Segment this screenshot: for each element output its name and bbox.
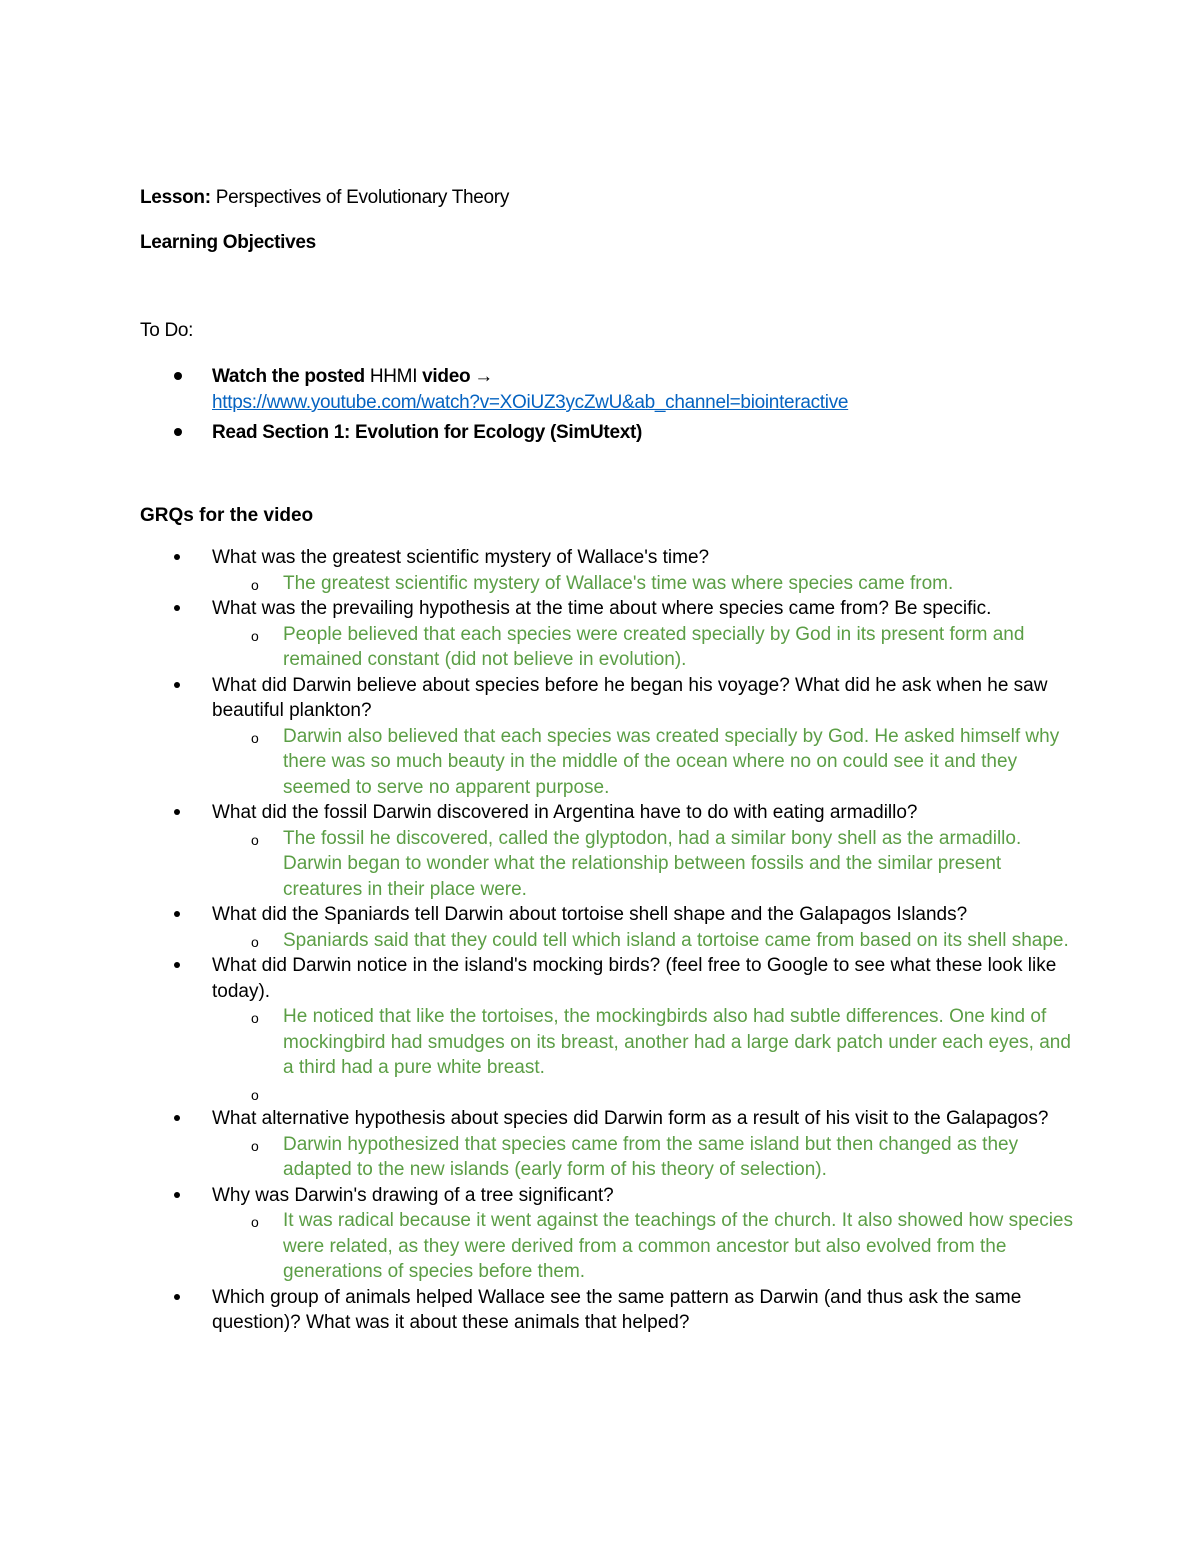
watch-text-bold-2: video — [422, 366, 471, 387]
question-text: What did Darwin notice in the island's mocking birds? (feel free to Google to see what these look like today). — [212, 955, 1057, 1002]
answer-item — [212, 724, 1080, 801]
todo-heading: To Do: — [140, 320, 194, 341]
question-item — [140, 1183, 1080, 1285]
answer-list — [212, 622, 1080, 673]
answer-text: Spaniards said that they could tell which island a tortoise came from based on its shell shape. — [283, 929, 1069, 951]
answer-text: The greatest scientific mystery of Wallace's time was where species came from. — [283, 572, 954, 594]
watch-text-plain: HHMI — [364, 366, 423, 387]
question-item — [140, 596, 1080, 673]
answer-text: It was radical because it went against the teachings of the church. It also showed how species were related, as they were derived from a common ancestor but also evolved from the generations of species before them. — [283, 1210, 1074, 1282]
answer-list — [212, 1004, 1080, 1106]
answer-text: People believed that each species were created specially by God in its present form and remained constant (did not believe in evolution). — [283, 623, 1025, 670]
bullet-icon — [174, 1294, 180, 1300]
sub-bullet-icon: o — [251, 1010, 259, 1026]
lesson-label: Lesson: — [140, 187, 211, 208]
sub-bullet-icon: o — [251, 576, 259, 593]
answer-text: Darwin hypothesized that species came from the same island but then changed as they adapted to the new islands (early form of his theory of selection). — [283, 1133, 1019, 1180]
bullet-icon — [174, 554, 180, 560]
sub-bullet-icon: o — [251, 627, 259, 644]
answer-list — [212, 826, 1080, 903]
bullet-icon — [174, 1192, 180, 1198]
answer-item-empty — [212, 1081, 1080, 1107]
lesson-line — [140, 187, 509, 209]
bullet-icon — [174, 428, 182, 436]
answer-text: Darwin also believed that each species was created specially by God. He asked himself why there was so much beauty in the middle of the ocean where no on could see it and they seemed to serve no apparent purpose. — [283, 725, 1060, 798]
video-link[interactable]: https://www.youtube.com/watch?v=XOiUZ3ycZwU&ab_channel=biointeractive — [212, 392, 849, 413]
answer-list — [212, 1208, 1080, 1285]
bullet-icon — [174, 911, 180, 917]
answer-text: The fossil he discovered, called the glyptodon, had a similar bony shell as the armadillo. Darwin began to wonder what the relationship between fossils and the similar present creatures in their place were. — [283, 827, 1022, 900]
question-text: What did the Spaniards tell Darwin about tortoise shell shape and the Galapagos Islands? — [212, 904, 968, 925]
question-text: Why was Darwin's drawing of a tree significant? — [212, 1184, 614, 1206]
question-item — [140, 953, 1080, 1106]
answer-list — [212, 724, 1080, 801]
question-text: What alternative hypothesis about species did Darwin form as a result of his visit to the Galapagos? — [212, 1108, 1049, 1129]
answer-item — [212, 622, 1080, 673]
bullet-icon — [174, 962, 180, 968]
sub-bullet-icon: o — [251, 831, 259, 848]
answer-item — [212, 1132, 1080, 1183]
sub-bullet-icon: o — [251, 1214, 259, 1230]
question-text: What did Darwin believe about species before he began his voyage? What did he ask when he saw beautiful plankton? — [212, 674, 1048, 721]
todo-item-watch — [140, 364, 1080, 416]
bullet-icon — [174, 1115, 180, 1121]
sub-bullet-icon: o — [251, 1086, 259, 1103]
todo-item-read — [140, 420, 1080, 446]
question-item — [140, 545, 1080, 596]
question-item — [140, 1285, 1080, 1336]
answer-item — [212, 1208, 1080, 1285]
answer-item — [212, 928, 1080, 954]
arrow-right-icon: → — [474, 366, 493, 387]
answer-item — [212, 1004, 1080, 1081]
question-item — [140, 902, 1080, 953]
read-text: Read Section 1: Evolution for Ecology (SimUtext) — [212, 422, 643, 443]
bullet-icon — [174, 605, 180, 611]
grq-heading: GRQs for the video — [140, 505, 314, 526]
question-text: What did the fossil Darwin discovered in Argentina have to do with eating armadillo? — [212, 802, 918, 823]
question-text: What was the greatest scientific mystery of Wallace's time? — [212, 547, 710, 568]
learning-objectives-heading: Learning Objectives — [140, 232, 316, 253]
bullet-icon — [174, 682, 180, 688]
answer-list — [212, 928, 1080, 954]
answer-item — [212, 571, 1080, 597]
bullet-icon — [174, 372, 182, 380]
sub-bullet-icon: o — [251, 1137, 259, 1154]
question-item — [140, 1106, 1080, 1183]
lesson-title: Perspectives of Evolutionary Theory — [215, 187, 510, 208]
question-text: Which group of animals helped Wallace see the same pattern as Darwin (and thus ask the same question)? What was it about these animals that helped? — [212, 1286, 1022, 1333]
question-item — [140, 800, 1080, 902]
watch-text-bold: Watch the posted — [212, 366, 365, 387]
bullet-icon — [174, 809, 180, 815]
answer-list — [212, 571, 1080, 597]
question-text: What was the prevailing hypothesis at the time about where species came from? Be specific. — [212, 598, 992, 619]
todo-list — [140, 364, 1080, 446]
answer-item — [212, 826, 1080, 903]
answer-list — [212, 1132, 1080, 1183]
question-list — [140, 545, 1080, 1336]
sub-bullet-icon: o — [251, 933, 259, 950]
sub-bullet-icon: o — [251, 729, 259, 746]
answer-text: He noticed that like the tortoises, the mockingbirds also had subtle differences. One kind of mockingbird had smudges on its breast, another had a large dark patch under each eyes, and a third had a pure white breast. — [283, 1006, 1071, 1078]
question-item — [140, 673, 1080, 801]
